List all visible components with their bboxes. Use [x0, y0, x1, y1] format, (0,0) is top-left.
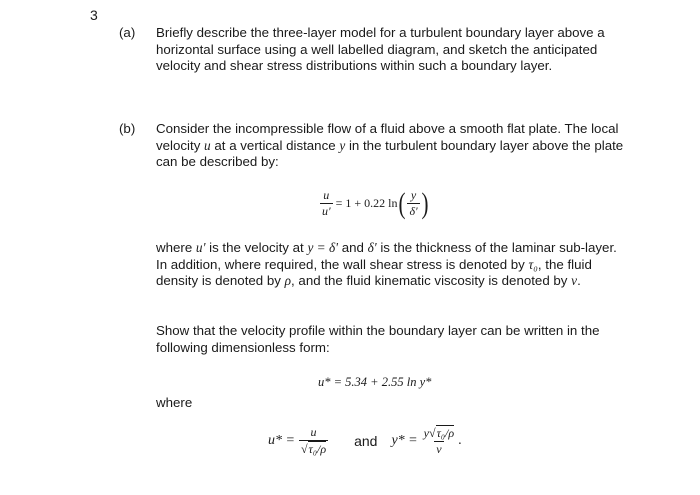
def-y-root: τ₀/ρ — [436, 426, 455, 440]
question-number: 3 — [90, 7, 98, 23]
var-y: y — [339, 137, 346, 153]
part-b-label: (b) — [119, 121, 136, 136]
def-y-end: . — [458, 433, 462, 448]
var-nu: ν — [571, 273, 578, 288]
def-u-lhs: u* = — [268, 433, 295, 448]
intro-text-1: Consider the incompressible flow of a fluid above a smooth flat plate. The local velocity — [156, 121, 619, 153]
intro-text-3: in the turbulent boundary layer above the plate can be described by: — [156, 137, 624, 169]
para2-text-3: and — [341, 240, 364, 255]
where-text: where — [156, 395, 193, 410]
show-that-text: Show that the velocity profile within the boundary layer can be written in the following dimensionless form: — [156, 323, 600, 355]
def-y-den: ν — [436, 442, 442, 456]
equation-2: u* = 5.34 + 2.55 ln y* — [318, 375, 432, 389]
equation-1 — [320, 188, 430, 219]
para2-text-6: , and the fluid kinematic viscosity is denoted by — [291, 273, 568, 288]
def-u-root: τ₀/ρ — [308, 442, 327, 456]
def-u-fraction — [299, 425, 328, 457]
intro-text-2: at a vertical distance — [214, 137, 336, 153]
eq1-fraction — [320, 188, 333, 219]
eq1-den: u' — [322, 204, 331, 218]
def-u-den: √τ₀/ρ — [300, 442, 327, 456]
eq1-left-paren: ( — [398, 186, 406, 220]
def-y-num: y√τ₀/ρ — [423, 426, 455, 440]
eq1-right-paren: ) — [421, 186, 429, 220]
var-u: u — [204, 137, 211, 153]
part-b-intro — [156, 121, 626, 171]
para2-text-1: where — [156, 240, 193, 255]
definitions-paragraph — [156, 240, 626, 290]
eq1-inner-den: δ' — [409, 204, 418, 218]
def-y-num-pre: y — [423, 426, 429, 440]
var-u-prime: u' — [195, 240, 206, 255]
def-u-num: u — [310, 425, 317, 439]
eq1-num: u — [323, 188, 330, 202]
var-delta-prime: δ' — [367, 240, 377, 255]
part-a-text: Briefly describe the three-layer model for a turbulent boundary layer above a horizontal surface using a well labelled diagram, and sketch the anticipated velocity and shear stress distributions within such a boundary layer. — [156, 25, 605, 73]
var-tau: τ₀ — [528, 256, 538, 272]
def-y-fraction — [422, 425, 456, 457]
para2-text-2: is the velocity at — [209, 240, 304, 255]
para2-text-7: . — [577, 273, 581, 288]
def-y-lhs: y* = — [391, 433, 418, 448]
para2-text-5: , the fluid density is denoted by — [156, 256, 592, 288]
part-a-label: (a) — [119, 25, 136, 40]
and-text: and — [354, 433, 378, 449]
eq1-rhs: = 1 + 0.22 ln — [335, 196, 398, 210]
para2-text-4: is the thickness of the laminar sub-layer. In addition, where required, the wall shear stress is denoted by — [156, 240, 617, 272]
var-condition: y = δ' — [307, 240, 338, 255]
var-rho: ρ — [284, 273, 292, 288]
eq1-inner-num: y — [410, 188, 417, 202]
dimensionless-definitions — [268, 425, 462, 457]
eq1-inner-fraction — [407, 188, 419, 219]
